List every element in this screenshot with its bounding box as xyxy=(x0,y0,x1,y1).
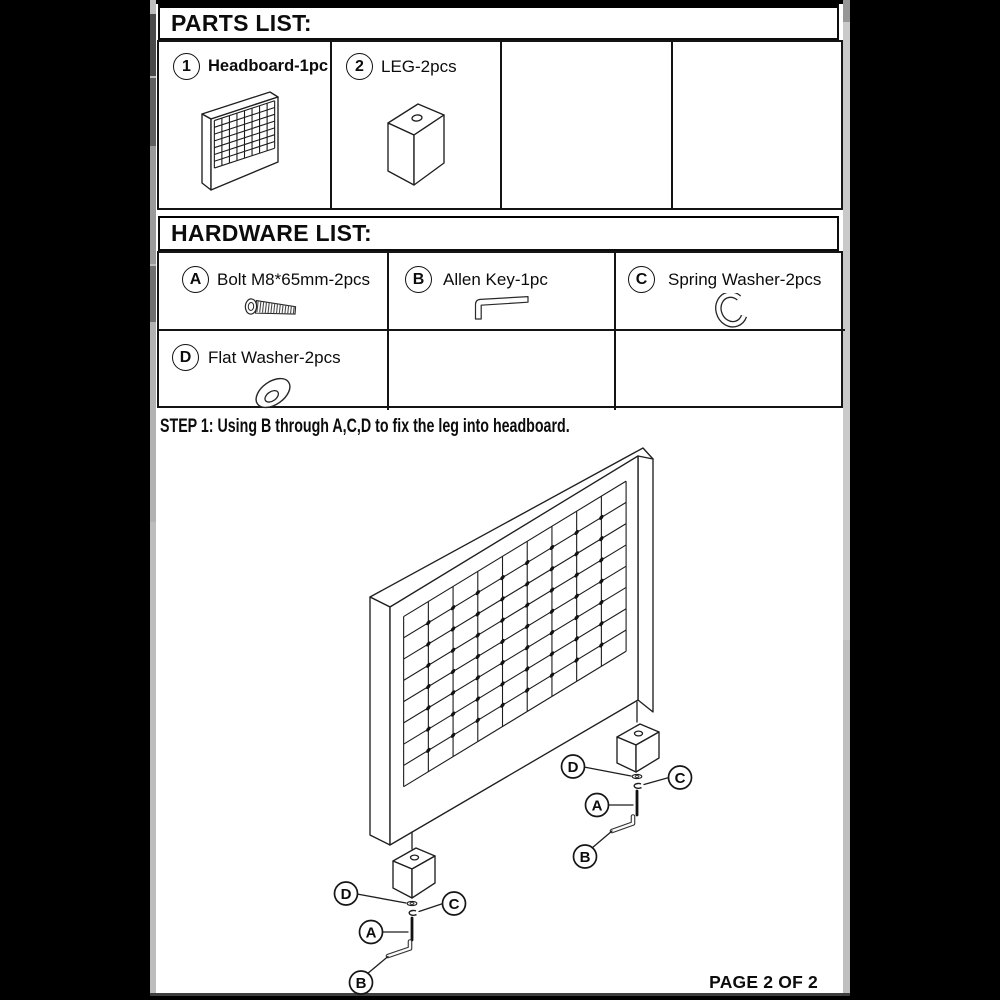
headboard-icon xyxy=(193,84,297,198)
svg-text:A: A xyxy=(365,924,377,942)
svg-text:D: D xyxy=(567,759,579,776)
svg-text:C: C xyxy=(448,896,460,913)
hardware-letter-badge: A xyxy=(182,266,209,293)
hardware-cell-allen-key xyxy=(389,253,616,331)
hardware-cell-spring-washer xyxy=(616,253,845,331)
hardware-label: Allen Key-1pc xyxy=(443,269,548,289)
spring-washer-icon xyxy=(709,293,753,335)
svg-text:B: B xyxy=(579,849,591,866)
left-leg-assembly xyxy=(335,832,466,994)
callout-C xyxy=(644,766,692,789)
hardware-label: Flat Washer-2pcs xyxy=(208,347,341,367)
flat-washer-drawing xyxy=(632,774,642,778)
step-1-caption: STEP 1: Using B through A,C,D to fix the leg into headboard. xyxy=(160,415,570,437)
hardware-letter-badge: B xyxy=(405,266,432,293)
page-indicator: PAGE 2 OF 2 xyxy=(709,972,818,992)
bolt-icon xyxy=(244,296,302,320)
svg-text:D: D xyxy=(340,886,352,903)
flat-washer-drawing xyxy=(407,901,417,905)
hardware-letter-badge: D xyxy=(172,344,199,371)
hardware-label: Spring Washer-2pcs xyxy=(668,269,822,289)
part-cell-headboard xyxy=(159,42,332,208)
svg-text:C: C xyxy=(674,770,686,787)
callout-A xyxy=(586,794,634,817)
hardware-cell-empty-2 xyxy=(616,331,845,410)
part-number-badge: 1 xyxy=(173,53,200,80)
step-1-diagram xyxy=(155,430,845,996)
part-label: LEG-2pcs xyxy=(381,56,457,76)
hardware-cell-bolt xyxy=(159,253,389,331)
parts-list-title: PARTS LIST: xyxy=(171,9,312,36)
hardware-list-header xyxy=(158,216,839,251)
part-label: Headboard-1pc xyxy=(208,57,329,75)
hardware-letter-badge: C xyxy=(628,266,655,293)
part-number-badge: 2 xyxy=(346,53,373,80)
svg-text:B: B xyxy=(355,975,367,992)
callout-A xyxy=(360,921,409,944)
hardware-label: Bolt M8*65mm-2pcs xyxy=(217,269,371,289)
hardware-list-title: HARDWARE LIST: xyxy=(171,220,372,246)
spring-washer-drawing xyxy=(409,910,416,915)
part-cell-leg xyxy=(332,42,502,208)
parts-table xyxy=(157,40,843,210)
leg-icon xyxy=(381,95,451,187)
allen-key-icon xyxy=(470,294,534,322)
flat-washer-icon xyxy=(249,371,297,415)
spring-washer-drawing xyxy=(634,783,641,788)
callout-C xyxy=(419,892,466,915)
callout-B xyxy=(574,831,613,868)
part-cell-empty-1 xyxy=(502,42,673,208)
hardware-cell-empty-1 xyxy=(389,331,616,410)
part-cell-empty-2 xyxy=(673,42,845,208)
hardware-table xyxy=(157,251,843,408)
headboard-drawing xyxy=(370,448,653,845)
callout-B xyxy=(350,957,389,995)
svg-text:A: A xyxy=(591,797,603,815)
hardware-cell-flat-washer xyxy=(159,331,389,410)
parts-list-header xyxy=(158,3,839,40)
